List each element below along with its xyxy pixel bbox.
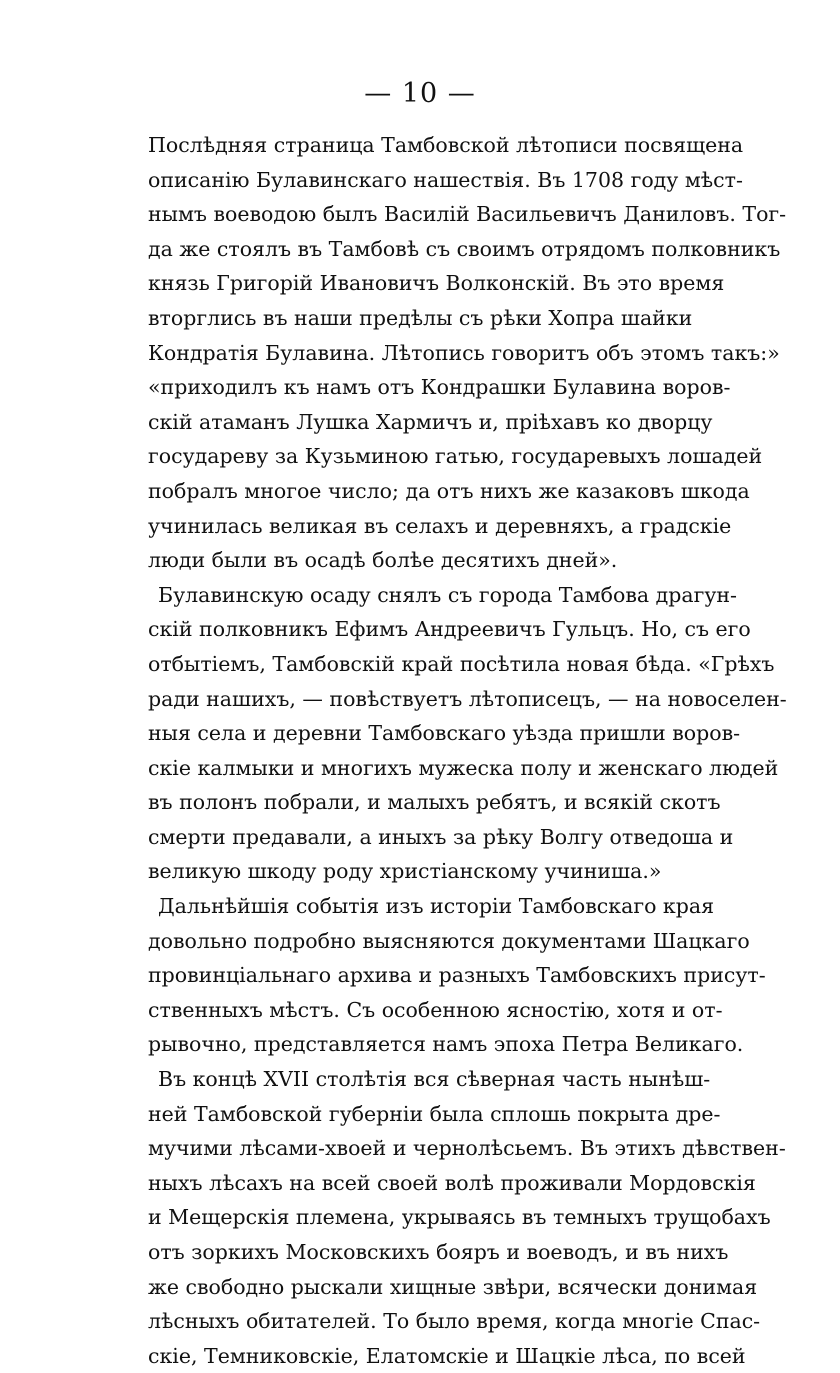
text-line: люди были въ осадѣ болѣе десятихъ дней». [148, 548, 618, 573]
text-line: въ полонъ побрали, и малыхъ ребятъ, и всякій скотъ [148, 790, 721, 815]
text-line: ныя села и деревни Тамбовскаго уѣзда пришли воров- [148, 721, 741, 746]
text-line: провинціальнаго архива и разныхъ Тамбовскихъ присут- [148, 963, 766, 988]
text-line: скіе, Темниковскіе, Елатомскіе и Шацкіе лѣса, по всей [148, 1343, 746, 1368]
body-text [148, 128, 787, 1373]
text-line: довольно подробно выясняются документами Шацкаго [148, 928, 750, 953]
text-line: Послѣдняя страница Тамбовской лѣтописи посвящена [148, 133, 744, 157]
text-line: вторглись въ наши предѣлы съ рѣки Хопра шайки [148, 305, 693, 330]
text-line: Дальнѣйшія событія изъ исторіи Тамбовскаго края [158, 894, 715, 919]
text-line: ради нашихъ, — повѣствуетъ лѣтописецъ, — на новоселен- [148, 686, 787, 711]
text-line: Кондратія Булавина. Лѣтопись говоритъ объ этомъ такъ:» [148, 340, 780, 365]
text-line: побралъ многое число; да отъ нихъ же казаковъ шкода [148, 478, 750, 503]
text-line: описанію Булавинскаго нашествія. Въ 1708 году мѣст- [148, 167, 743, 192]
text-line: рывочно, представляется намъ эпоха Петра Великаго. [148, 1032, 744, 1057]
text-line: отъ зоркихъ Московскихъ бояръ и воеводъ, и въ нихъ [148, 1240, 729, 1264]
text-line: мучими лѣсами-хвоей и чернолѣсьемъ. Въ этихъ дѣвствен- [148, 1136, 786, 1161]
text-line: князь Григорій Ивановичъ Волконскій. Въ это время [148, 271, 725, 296]
text-line: скіе калмыки и многихъ мужеска полу и женскаго людей [148, 755, 779, 780]
text-line: великую шкоду роду христіанскому учиниша.» [148, 859, 662, 884]
text-line: отбытіемъ, Тамбовскій край посѣтила новая бѣда. «Грѣхъ [148, 651, 775, 676]
text-line: ныхъ лѣсахъ на всей своей волѣ проживали Мордовскія [148, 1170, 756, 1195]
text-line: лѣсныхъ обитателей. То было время, когда многіе Спас- [148, 1309, 761, 1334]
text-line: скій полковникъ Ефимъ Андреевичъ Гульцъ. Но, съ его [148, 617, 751, 642]
text-line: и Мещерскія племена, укрываясь въ темныхъ трущобахъ [148, 1205, 771, 1230]
text-line: скій атаманъ Лушка Хармичъ и, пріѣхавъ ко дворцу [148, 409, 713, 434]
text-line: учинилась великая въ селахъ и деревняхъ, а градскіе [148, 513, 732, 538]
text-line: ственныхъ мѣстъ. Съ особенною ясностію, хотя и от- [148, 997, 723, 1022]
text-line: Въ концѣ XVII столѣтія вся сѣверная часть нынѣш- [158, 1067, 711, 1092]
text-line: же свободно рыскали хищные звѣри, всячески донимая [148, 1274, 758, 1299]
text-line: Булавинскую осаду снялъ съ города Тамбова драгун- [158, 582, 737, 607]
text-line: ней Тамбовской губерніи была сплошь покрыта дре- [148, 1101, 721, 1126]
text-line: смерти предавали, а иныхъ за рѣку Волгу отведоша и [148, 824, 734, 849]
page-number: — 10 — [364, 78, 476, 109]
text-line: «приходилъ къ намъ отъ Кондрашки Булавина воров- [148, 375, 731, 400]
text-line: нымъ воеводою былъ Василій Васильевичъ Даниловъ. Тог- [148, 202, 787, 227]
text-line: да же стоялъ въ Тамбовѣ съ своимъ отрядомъ полковникъ [148, 236, 781, 261]
text-line: государеву за Кузьминою гатью, государевыхъ лошадей [148, 444, 763, 469]
